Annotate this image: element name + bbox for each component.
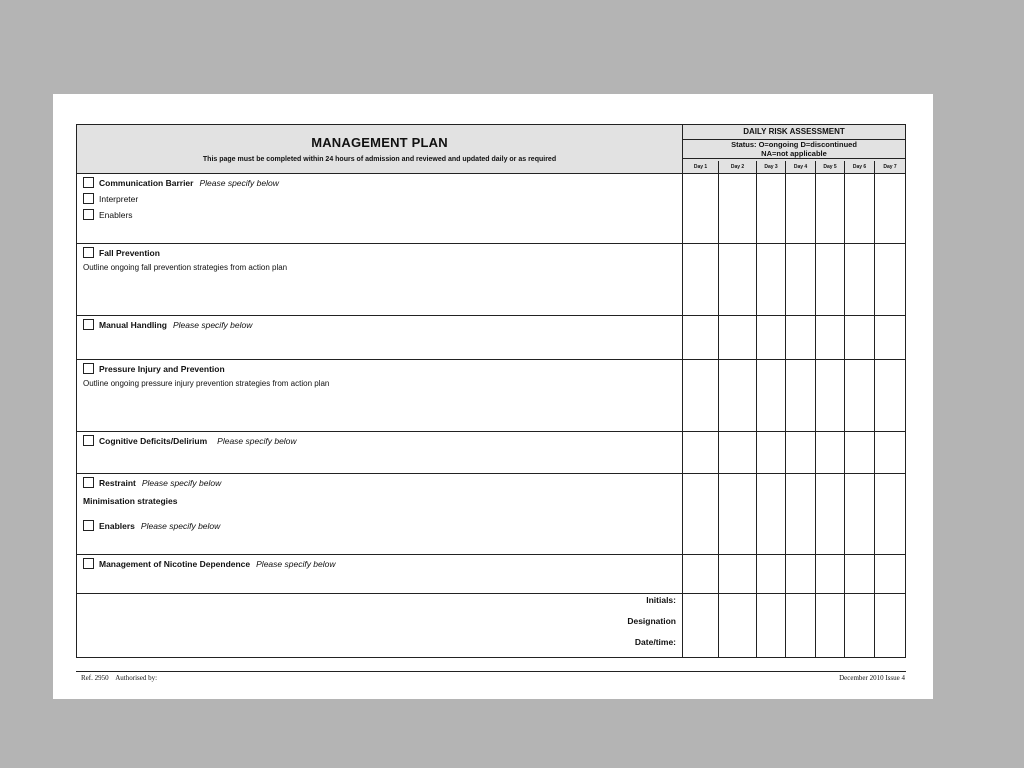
day-cell[interactable] <box>816 474 845 554</box>
specify-note: Please specify below <box>256 558 336 569</box>
day-cell[interactable] <box>757 555 786 593</box>
day-cell[interactable] <box>683 555 719 593</box>
day-header: Day 6 <box>845 161 875 173</box>
day-cell[interactable] <box>875 594 905 657</box>
section-description: Outline ongoing pressure injury prevention strategies from action plan <box>83 379 330 388</box>
day-cell[interactable] <box>757 316 786 359</box>
footer-divider <box>76 671 906 672</box>
designation-label: Designation <box>627 616 676 626</box>
day-cell[interactable] <box>719 555 757 593</box>
specify-note: Please specify below <box>217 435 297 446</box>
management-plan-form <box>76 124 906 658</box>
day-columns-header <box>683 161 905 173</box>
day-cell[interactable] <box>786 474 816 554</box>
restraint-checkbox[interactable] <box>83 477 94 488</box>
page-title: MANAGEMENT PLAN <box>311 135 448 150</box>
nicotine-dependence-row <box>77 555 905 594</box>
specify-note: Please specify below <box>173 319 253 330</box>
day-cell[interactable] <box>816 316 845 359</box>
day-cell[interactable] <box>757 594 786 657</box>
day-cell[interactable] <box>786 316 816 359</box>
day-cells <box>683 594 905 657</box>
day-cells <box>683 555 905 593</box>
pressure-injury-checkbox[interactable] <box>83 363 94 374</box>
day-cell[interactable] <box>875 555 905 593</box>
day-cell[interactable] <box>875 174 905 243</box>
day-cell[interactable] <box>845 316 875 359</box>
day-cell[interactable] <box>875 474 905 554</box>
footer-reference <box>81 674 157 682</box>
day-cell[interactable] <box>845 244 875 315</box>
day-cell[interactable] <box>816 360 845 431</box>
day-cell[interactable] <box>845 174 875 243</box>
day-cell[interactable] <box>719 244 757 315</box>
day-cell[interactable] <box>683 432 719 473</box>
fall-prevention-row <box>77 244 905 316</box>
manual-handling-row <box>77 316 905 360</box>
section-description: Outline ongoing fall prevention strategies from action plan <box>83 263 288 272</box>
section-title: Fall Prevention <box>99 247 160 258</box>
form-instructions: This page must be completed within 24 hours of admission and reviewed and updated daily or as required <box>202 156 557 163</box>
day-cell[interactable] <box>816 594 845 657</box>
interpreter-checkbox[interactable] <box>83 193 94 204</box>
day-cell[interactable] <box>786 594 816 657</box>
manual-handling-checkbox[interactable] <box>83 319 94 330</box>
cognitive-deficits-checkbox[interactable] <box>83 435 94 446</box>
day-cells <box>683 432 905 473</box>
day-cell[interactable] <box>845 432 875 473</box>
day-cell[interactable] <box>757 244 786 315</box>
day-cell[interactable] <box>683 244 719 315</box>
day-cell[interactable] <box>757 474 786 554</box>
day-cell[interactable] <box>719 594 757 657</box>
option-label: Enablers <box>99 520 135 531</box>
restraint-enablers-checkbox[interactable] <box>83 520 94 531</box>
day-cell[interactable] <box>683 360 719 431</box>
day-cell[interactable] <box>786 432 816 473</box>
day-cell[interactable] <box>719 316 757 359</box>
day-cell[interactable] <box>757 432 786 473</box>
restraint-row <box>77 474 905 555</box>
option-label: Enablers <box>99 209 133 220</box>
status-legend <box>683 141 905 159</box>
option-label: Interpreter <box>99 193 139 204</box>
communication-barrier-checkbox[interactable] <box>83 177 94 188</box>
day-cell[interactable] <box>845 594 875 657</box>
specify-note: Please specify below <box>199 177 279 188</box>
day-cell[interactable] <box>786 360 816 431</box>
enablers-checkbox[interactable] <box>83 209 94 220</box>
day-cells <box>683 174 905 243</box>
day-cells <box>683 360 905 431</box>
day-header: Day 2 <box>719 161 757 173</box>
status-legend-line: Status: O=ongoing D=discontinued <box>731 141 857 149</box>
day-cell[interactable] <box>683 316 719 359</box>
section-title: Manual Handling <box>99 319 167 330</box>
section-title: Cognitive Deficits/Delirium <box>99 435 208 446</box>
day-cell[interactable] <box>845 474 875 554</box>
day-header: Day 3 <box>757 161 786 173</box>
day-header: Day 7 <box>883 164 897 170</box>
day-cell[interactable] <box>683 594 719 657</box>
day-header: Day 1 <box>683 161 719 173</box>
day-cells <box>683 316 905 359</box>
day-cell[interactable] <box>816 432 845 473</box>
reference-number: Ref. 2950 <box>81 674 109 682</box>
section-title: Restraint <box>99 477 136 488</box>
form-header <box>77 125 683 174</box>
day-cell[interactable] <box>875 244 905 315</box>
day-cell[interactable] <box>816 174 845 243</box>
cognitive-deficits-row <box>77 432 905 474</box>
day-cell[interactable] <box>757 174 786 243</box>
specify-note: Please specify below <box>140 520 221 531</box>
day-cell[interactable] <box>816 555 845 593</box>
day-header: Day 4 <box>786 161 816 173</box>
day-cells <box>683 474 905 554</box>
footer-issue: December 2010 Issue 4 <box>839 674 905 682</box>
section-title: Pressure Injury and Prevention <box>99 363 225 374</box>
section-title: Management of Nicotine Dependence <box>99 558 251 569</box>
daily-risk-assessment-title: DAILY RISK ASSESSMENT <box>683 125 905 140</box>
day-cell[interactable] <box>816 244 845 315</box>
minimisation-label: Minimisation strategies <box>83 496 178 506</box>
signoff-row <box>77 594 905 657</box>
day-header: Day 5 <box>816 161 845 173</box>
nicotine-dependence-checkbox[interactable] <box>83 558 94 569</box>
status-legend-line: NA=not applicable <box>761 148 827 158</box>
day-cell[interactable] <box>719 474 757 554</box>
authorised-by-label: Authorised by: <box>115 674 158 682</box>
day-cells <box>683 244 905 315</box>
specify-note: Please specify below <box>141 477 222 488</box>
day-cell[interactable] <box>786 174 816 243</box>
fall-prevention-checkbox[interactable] <box>83 247 94 258</box>
day-cell[interactable] <box>719 174 757 243</box>
day-cell[interactable] <box>683 474 719 554</box>
day-cell[interactable] <box>875 360 905 431</box>
daily-risk-assessment-header <box>683 125 905 174</box>
initials-label: Initials: <box>646 595 676 605</box>
day-cell[interactable] <box>786 244 816 315</box>
day-cell[interactable] <box>786 555 816 593</box>
day-cell[interactable] <box>683 174 719 243</box>
day-cell[interactable] <box>845 555 875 593</box>
datetime-label: Date/time: <box>634 637 676 647</box>
document-page <box>53 94 933 699</box>
day-cell[interactable] <box>875 316 905 359</box>
day-cell[interactable] <box>719 432 757 473</box>
pressure-injury-row <box>77 360 905 432</box>
day-cell[interactable] <box>757 360 786 431</box>
day-cell[interactable] <box>845 360 875 431</box>
section-title: Communication Barrier <box>99 177 194 188</box>
day-cell[interactable] <box>719 360 757 431</box>
day-cell[interactable] <box>875 432 905 473</box>
communication-barrier-row <box>77 174 905 244</box>
